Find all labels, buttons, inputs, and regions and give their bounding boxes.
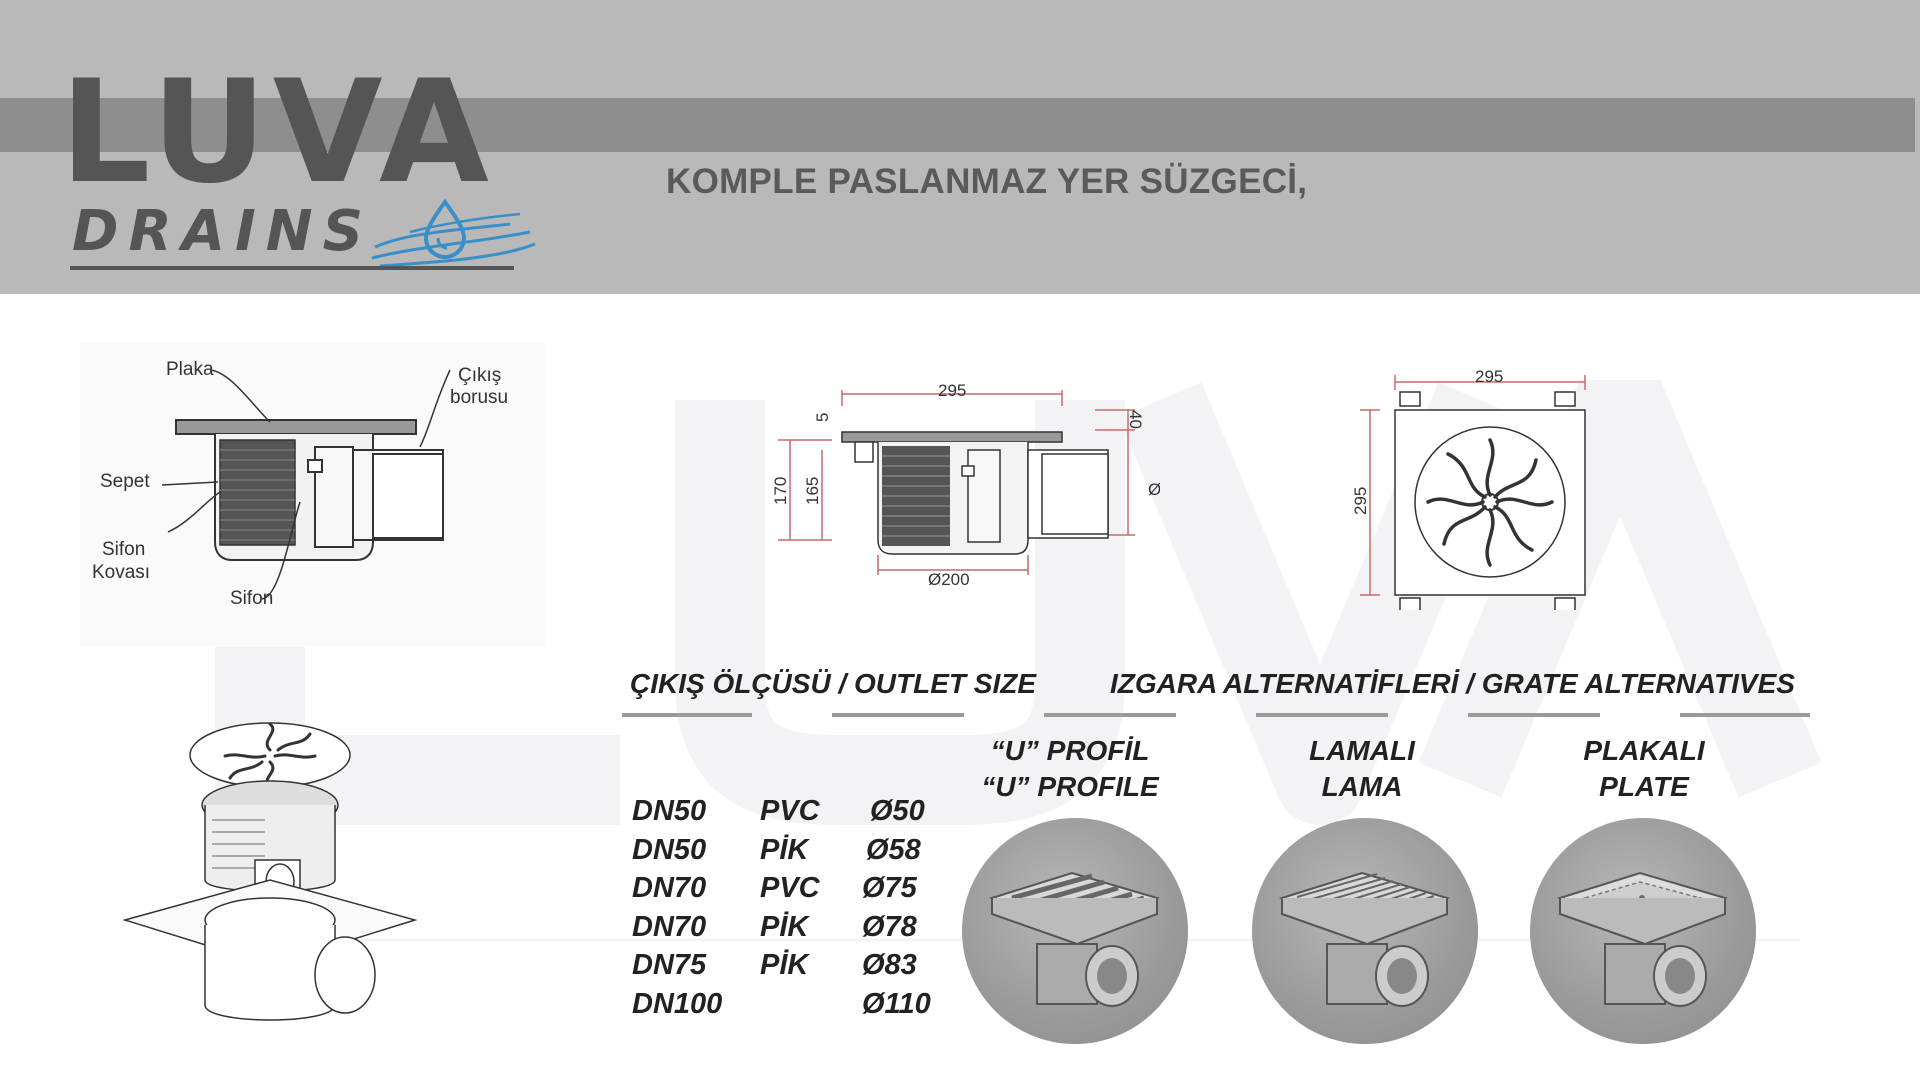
outlet-material: PİK [760,910,809,943]
heading-rule-3 [1044,713,1176,717]
grate-alternatives-heading: IZGARA ALTERNATİFLERİ / GRATE ALTERNATIVES [1110,668,1795,699]
outlet-material: PVC [760,795,820,827]
heading-rule-4 [1256,713,1388,717]
heading-rule-6 [1680,713,1810,717]
dim-outer-height-170: 170 [771,476,790,505]
brand-sub: DRAINS [72,199,373,264]
dim-inner-height-165: 165 [803,476,822,505]
header-bar [0,0,1920,294]
heading-rule-1 [622,713,752,717]
outlet-diameter: Ø58 [866,833,921,866]
outlet-material: PİK [760,949,809,981]
heading-rule-5 [1468,713,1600,717]
outlet-diameter: Ø75 [862,872,917,904]
dim-base-200: Ø200 [928,570,970,585]
dim-top-height-295: 295 [1351,486,1370,515]
grate-photo-u-profile [962,818,1188,1044]
label-sifon-kovasi-line2: Kovası [92,562,151,583]
water-waves-icon [370,202,540,272]
dim-top-5: 5 [813,412,832,422]
label-sepet: Sepet [100,471,150,492]
side-dimension-drawing [760,370,1160,585]
grate-photo-lamali [1252,818,1478,1044]
dim-outlet-diameter: Ø [1148,480,1160,499]
brand-underline [70,266,514,270]
label-sifon-kovasi-line1: Sifon [102,539,146,560]
top-view-drawing [1350,360,1600,610]
outlet-dn: DN70 [632,910,707,943]
dim-top-width-295: 295 [1475,367,1504,386]
page-title: KOMPLE PASLANMAZ YER SÜZGECİ, [666,162,1308,201]
label-cikis-line1: Çıkış [458,365,502,386]
outlet-diameter: Ø110 [862,987,931,1020]
outlet-size-heading: ÇIKIŞ ÖLÇÜSÜ / OUTLET SIZE [630,668,1037,699]
grate-label-en: “U” PROFILE [981,771,1159,802]
grate-label-tr: “U” PROFİL [990,735,1150,766]
dim-width-295: 295 [938,381,967,400]
label-plaka: Plaka [166,359,214,380]
grate-label-lamali [1232,733,1492,805]
grate-label-en: LAMA [1321,771,1403,802]
grate-label-plakali [1514,733,1774,805]
grate-label-u-profile [940,733,1200,805]
outlet-dn: DN100 [632,987,723,1020]
labeled-section-diagram [80,342,545,647]
brand-logo [60,50,530,277]
grate-label-tr: PLAKALI [1583,735,1705,766]
grate-label-tr: LAMALI [1309,735,1415,766]
outlet-diameter: Ø83 [862,949,917,981]
heading-rule-2 [832,713,964,717]
outlet-dn: DN70 [632,872,707,904]
grate-label-en: PLATE [1599,771,1689,802]
label-cikis-line2: borusu [450,387,509,408]
outlet-dn: DN50 [632,833,707,866]
exploded-iso-drawing [120,710,420,1030]
outlet-diameter: Ø50 [870,795,925,827]
outlet-dn: DN75 [632,949,707,981]
outlet-material: PİK [760,833,809,866]
outlet-material: PVC [760,872,820,904]
outlet-dn: DN50 [632,795,707,827]
brand-name: LUVA [60,50,495,215]
outlet-diameter: Ø78 [862,910,917,943]
label-sifon: Sifon [230,588,274,609]
grate-photo-plakali [1530,818,1756,1044]
dim-right-40: 40 [1126,410,1145,429]
